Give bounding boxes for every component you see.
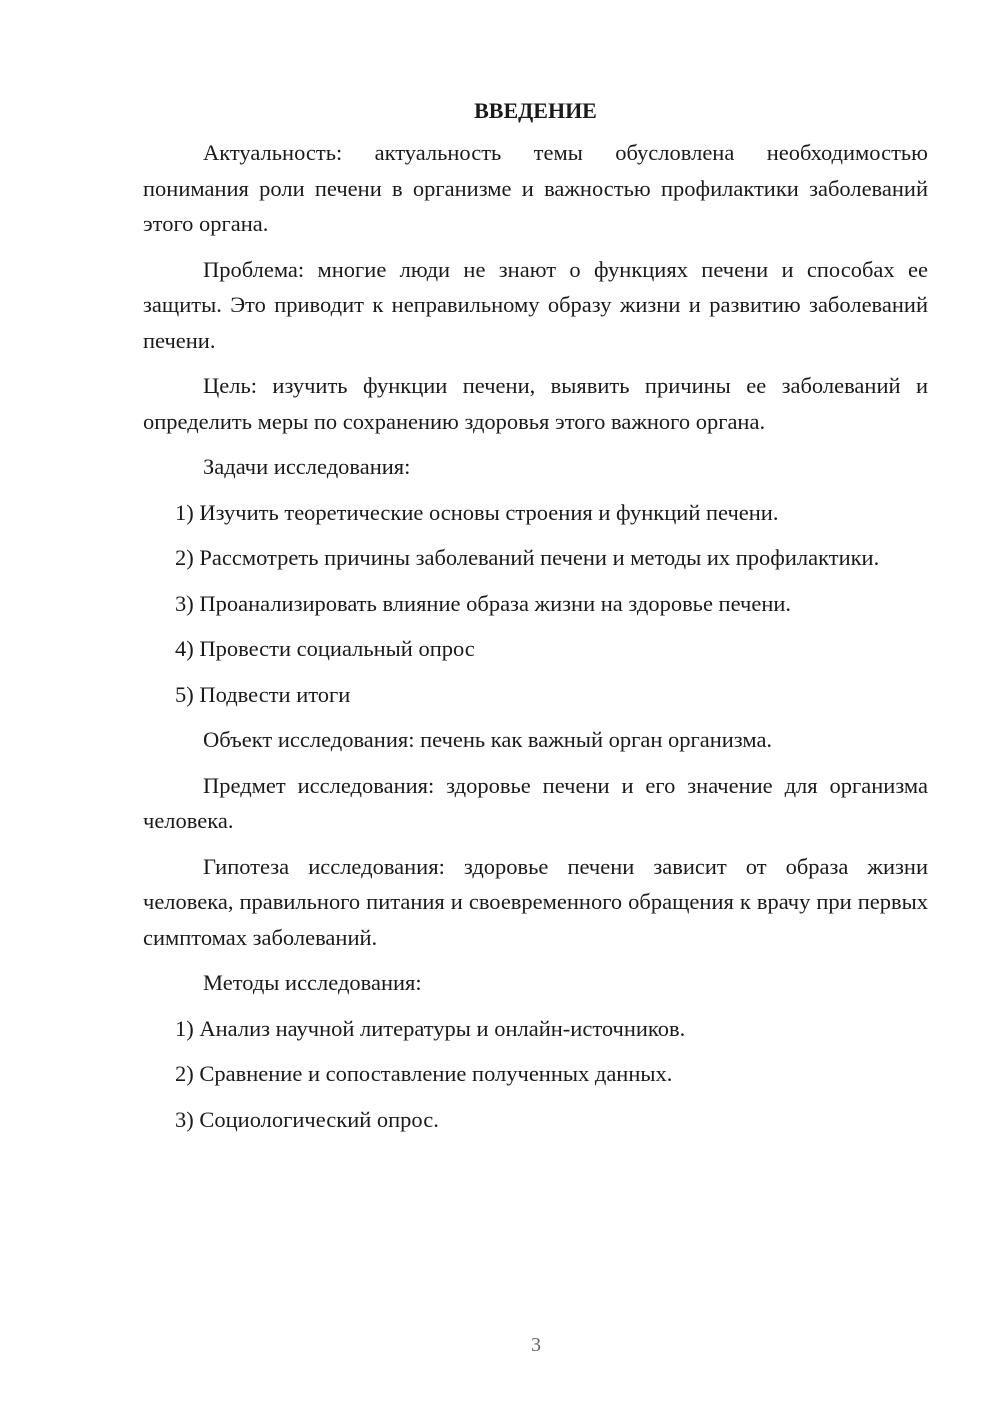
subject-paragraph: Предмет исследования: здоровье печени и его значение для организма человека.: [143, 772, 928, 833]
task-item: 1) Изучить теоретические основы строения и функций печени.: [175, 499, 779, 525]
task-item: 3) Проанализировать влияние образа жизни на здоровье печени.: [175, 590, 792, 616]
object-paragraph: Объект исследования: печень как важный орган организма.: [203, 727, 773, 752]
problem-paragraph: Проблема: многие люди не знают о функциях печени и способах ее защиты. Это приводит к неправильному образу жизни и развитию заболеваний печени.: [143, 256, 928, 353]
method-item: 1) Анализ научной литературы и онлайн-источников.: [175, 1015, 686, 1041]
hypothesis-paragraph: Гипотеза исследования: здоровье печени зависит от образа жизни человека, правильного питания и своевременного обращения к врачу при первых симптомах заболеваний.: [143, 853, 928, 950]
method-item: 2) Сравнение и сопоставление полученных данных.: [175, 1061, 673, 1086]
relevance-paragraph: Актуальность: актуальность темы обусловлена необходимостью понимания роли печени в организме и важностью профилактики заболеваний этого органа.: [143, 140, 928, 236]
methods-heading: Методы исследования:: [203, 970, 422, 995]
task-item: 5) Подвести итоги: [175, 681, 351, 707]
goal-paragraph: Цель: изучить функции печени, выявить причины ее заболеваний и определить меры по сохранению здоровья этого важного органа.: [143, 373, 928, 434]
page-body: [143, 96, 928, 1147]
tasks-heading: Задачи исследования:: [203, 454, 411, 479]
task-item: 4) Провести социальный опрос: [175, 636, 475, 661]
section-title: ВВЕДЕНИЕ: [474, 98, 597, 123]
page-number: 3: [531, 1334, 541, 1356]
task-item: 2) Рассмотреть причины заболеваний печени и методы их профилактики.: [175, 545, 880, 570]
method-item: 3) Социологический опрос.: [175, 1106, 439, 1132]
